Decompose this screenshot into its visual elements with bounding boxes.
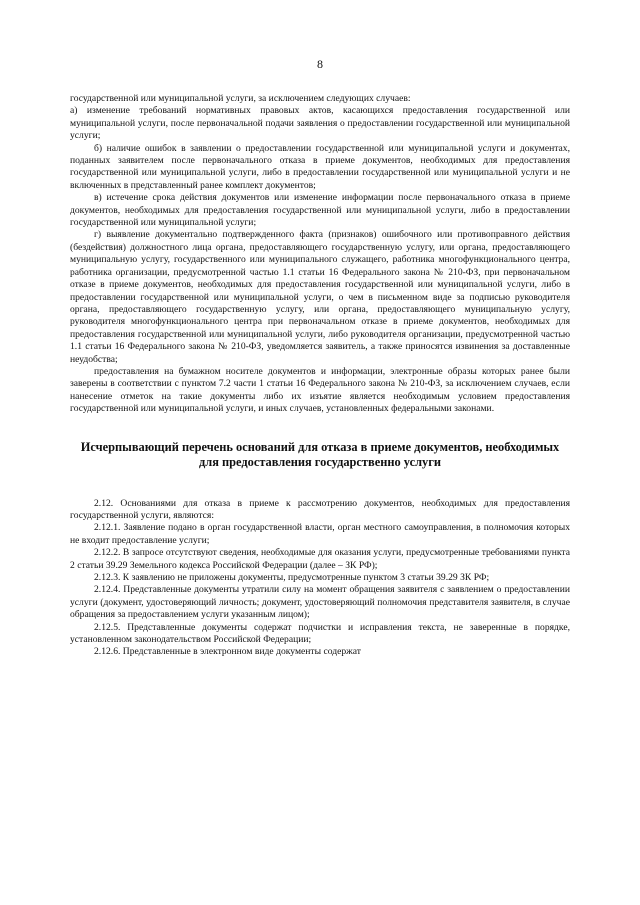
paragraph-2-12: 2.12. Основаниями для отказа в приеме к рассмотрению документов, необходимых для предоставления государственной услуги, являются: bbox=[70, 497, 570, 521]
paragraph-2-12-2: 2.12.2. В запросе отсутствуют сведения, необходимые для оказания услуги, предусмотренные требованиями пункта 2 статьи 39.29 Земельного кодекса Российской Федерации (далее – ЗК РФ); bbox=[70, 547, 570, 571]
paragraph-2-12-4: 2.12.4. Представленные документы утратили силу на момент обращения заявителя с заявлением о предоставлении услуги (документ, удостоверяющий личность; документ, удостоверяющий полномочия представителя заявителя, в случае обращения за предоставлением услуги указанным лицом); bbox=[70, 584, 570, 621]
paragraph-2-12-6: 2.12.6. Представленные в электронном виде документы содержат bbox=[94, 646, 361, 658]
paragraph-2-12-3: 2.12.3. К заявлению не приложены документы, предусмотренные пунктом 3 статьи 39.29 ЗК РФ; bbox=[94, 572, 490, 583]
paragraph-continuation: государственной или муниципальной услуги, за исключением следующих случаев: bbox=[70, 93, 411, 104]
paragraph-item-a: а) изменение требований нормативных правовых актов, касающихся предоставления государственной или муниципальной услуги, после первоначальной подачи заявления о предоставлении государственной или муниципальной услуги; bbox=[70, 105, 570, 142]
document-body bbox=[70, 93, 570, 659]
paragraph-item-g: г) выявление документально подтвержденного факта (признаков) ошибочного или противоправного действия (бездействия) должностного лица органа, предоставляющего государственную услугу, или органа, предоставляющего муниципальную услугу, государственного или муниципального служащего, работника многофункционального центра, работника организации, предусмотренной частью 1.1 статьи 16 Федерального закона № 210-ФЗ, при первоначальном отказе в приеме документов, необходимых для предоставления государственной или муниципальной услуги, либо в предоставлении государственной или муниципальной услуги, о чем в письменном виде за подписью руководителя органа, предоставляющего государственную услугу, или органа, предоставляющего муниципальную услугу, руководителя многофункционального центра при первоначальном отказе в приеме документов, необходимых для предоставления государственной или муниципальной услуги, либо руководителя организации, предусмотренной частью 1.1 статьи 16 Федерального закона № 210-ФЗ, уведомляется заявитель, а также приносятся извинения за доставленные неудобства; bbox=[70, 229, 570, 365]
paragraph-item-v: в) истечение срока действия документов или изменение информации после первоначального отказа в приеме документов, необходимых для предоставления государственной или муниципальной услуги, либо в предоставлении государственной или муниципальной услуги; bbox=[70, 192, 570, 229]
page-number: 8 bbox=[317, 57, 323, 71]
paragraph-2-12-1: 2.12.1. Заявление подано в орган государственной власти, орган местного самоуправления, в полномочия которых не входит предоставление услуги; bbox=[70, 522, 570, 546]
paragraph-item-b: б) наличие ошибок в заявлении о предоставлении государственной или муниципальной услуги и документах, поданных заявителем после первоначального отказа в приеме документов, необходимых для предоставления государственной или муниципальной услуги, либо в предоставлении государственной или муниципальной услуги и не включенных в представленный ранее комплект документов; bbox=[70, 142, 570, 191]
section-heading: Исчерпывающий перечень оснований для отказа в приеме документов, необходимых для предоставления государственно услуги bbox=[80, 439, 560, 469]
paragraph-2-12-5: 2.12.5. Представленные документы содержат подчистки и исправления текста, не заверенные в порядке, установленном законодательством Российской Федерации; bbox=[70, 621, 570, 646]
paragraph-paper-documents: предоставления на бумажном носителе документов и информации, электронные образы которых ранее были заверены в соответствии с пунктом 7.2 части 1 статьи 16 Федерального закона № 210-ФЗ, за исключением случаев, если нанесение отметок на такие документы либо их изъятие является необходимым условием предоставления государственной или муниципальной услуги, и иных случаев, установленных федеральными законами. bbox=[70, 365, 570, 415]
